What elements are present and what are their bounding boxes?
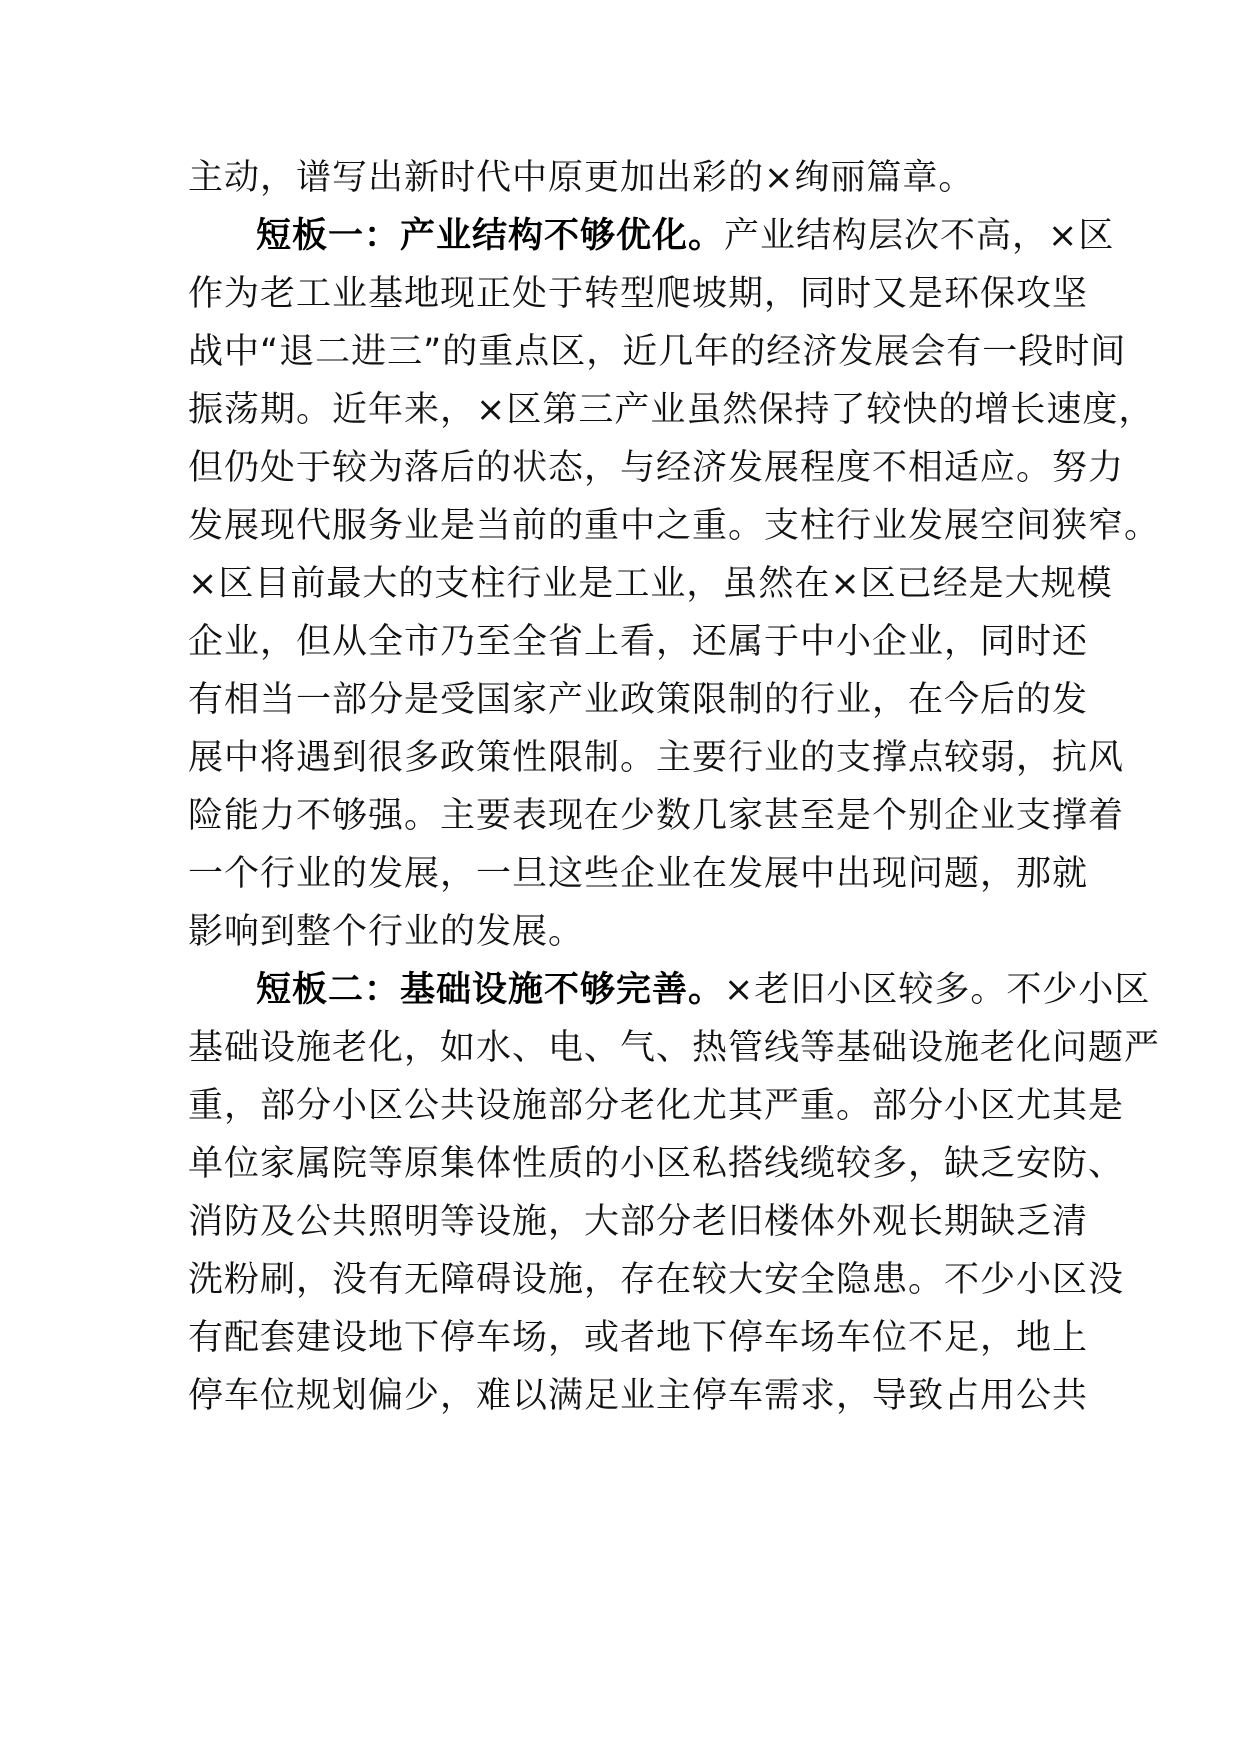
section-heading-line [256, 958, 1156, 1022]
text-line: 振荡期。近年来，×区第三产业虽然保持了较快的增长速度， [188, 390, 1155, 430]
text-line: ×区目前最大的支柱行业是工业，虽然在×区已经是大规模 [188, 564, 1113, 604]
text-line: 有配套建设地下停车场，或者地下停车场车位不足，地上 [188, 1318, 1089, 1358]
text-line: 有相当一部分是受国家产业政策限制的行业，在今后的发 [188, 680, 1089, 720]
section-heading: 短板一：产业结构不够优化。 [256, 216, 725, 256]
text-line: 一个行业的发展，一旦这些企业在发展中出现问题，那就 [188, 854, 1089, 894]
text-line: 基础设施老化，如水、电、气、热管线等基础设施老化问题严 [188, 1028, 1161, 1068]
text-line: 主动，谱写出新时代中原更加出彩的×绚丽篇章。 [188, 158, 975, 198]
text-line: 展中将遇到很多政策性限制。主要行业的支撑点较弱，抗风 [188, 738, 1125, 778]
text-line: 停车位规划偏少，难以满足业主停车需求，导致占用公共 [188, 1376, 1089, 1416]
text-line: 单位家属院等原集体性质的小区私搭线缆较多，缺乏安防、 [188, 1144, 1125, 1184]
text-line: ×老旧小区较多。不少小区 [724, 970, 1151, 1010]
text-line: 发展现代服务业是当前的重中之重。支柱行业发展空间狭窄。 [188, 506, 1161, 546]
section-heading-line [256, 204, 1156, 268]
text-line: 洗粉刷，没有无障碍设施，存在较大安全隐患。不少小区没 [188, 1260, 1125, 1300]
text-line: 战中“退二进三”的重点区，近几年的经济发展会有一段时间 [188, 332, 1127, 372]
text-line: 作为老工业基地现正处于转型爬坡期，同时又是环保攻坚 [188, 274, 1089, 314]
text-line: 消防及公共照明等设施，大部分老旧楼体外观长期缺乏清 [188, 1202, 1089, 1242]
text-line: 但仍处于较为落后的状态，与经济发展程度不相适应。努力 [188, 448, 1125, 488]
text-line: 影响到整个行业的发展。 [188, 912, 585, 952]
text-line: 企业，但从全市乃至全省上看，还属于中小企业，同时还 [188, 622, 1089, 662]
text-line: 重，部分小区公共设施部分老化尤其严重。部分小区尤其是 [188, 1086, 1125, 1126]
text-line: 险能力不够强。主要表现在少数几家甚至是个别企业支撑着 [188, 796, 1125, 836]
section-heading: 短板二：基础设施不够完善。 [256, 970, 725, 1010]
text-line: 产业结构层次不高，×区 [724, 216, 1115, 256]
